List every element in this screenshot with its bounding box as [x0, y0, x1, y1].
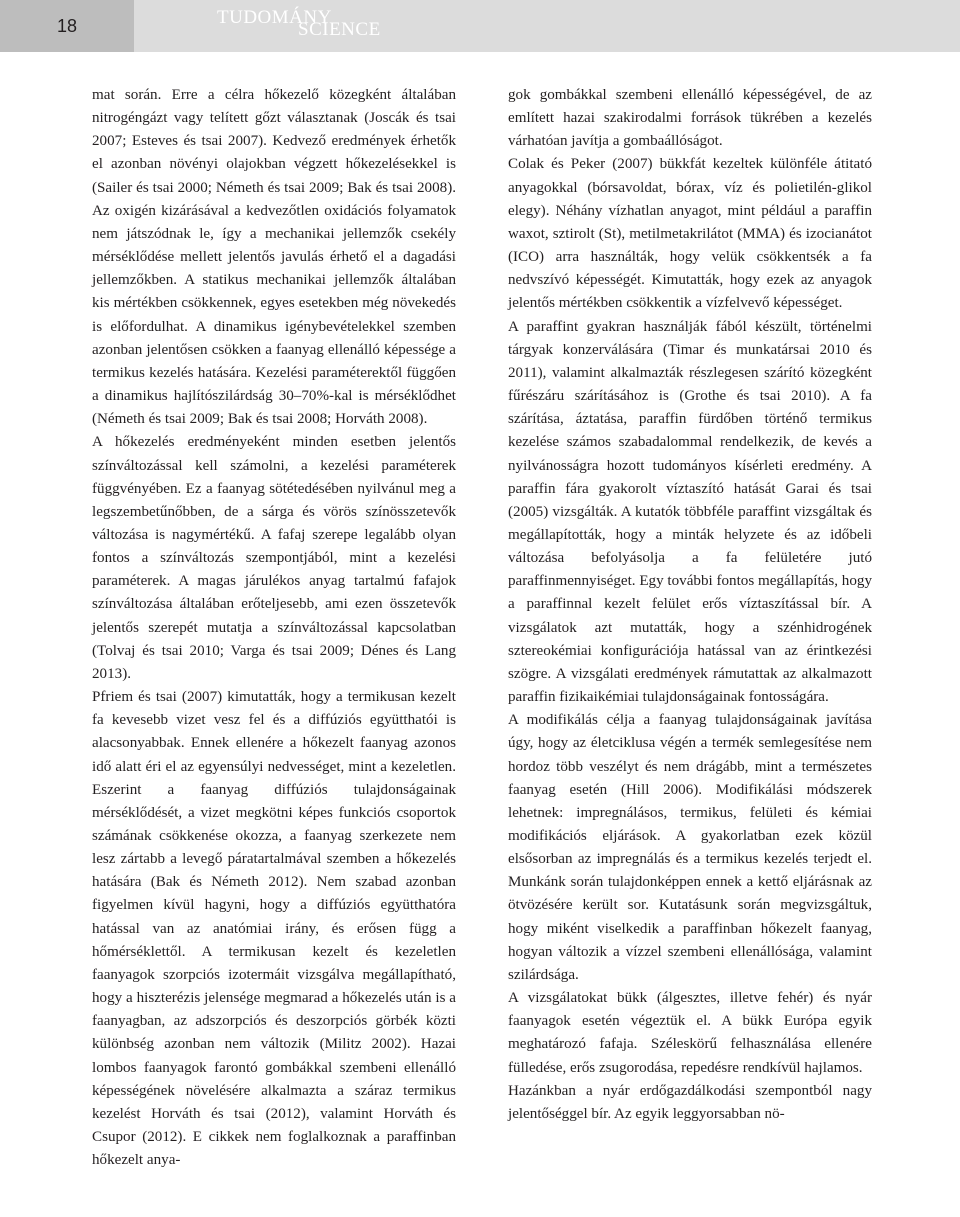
right-column	[508, 84, 872, 1126]
paragraph: Pfriem és tsai (2007) kimutatták, hogy a termikusan kezelt fa kevesebb vizet vesz fel és a diffúziós együtthatói is alacsonyabbak. Ennek ellenére a hőkezelt faanyag azonos idő alatt éri el az egyensúlyi nedvességet, mint a kezeletlen. Eszerint a faanyag diffúziós tulajdonságainak mérséklődését, a vizet megkötni képes funkciós csoportok számának csökkenése okozza, a faanyag szerkezete nem lesz zártabb a levegő páratartalmával szemben a hőkezelés hatására (Bak és Németh 2012). Nem szabad azonban figyelmen kívül hagyni, hogy a diffúziós együtthatóra hatással van az anatómiai irány, és erősen függ a hőmérséklettől. A termikusan kezelt és kezeletlen faanyagok szorpciós izotermáit vizsgálva megállapítható, hogy a hiszterézis jelensége megmarad a hőkezelés után is a faanyagban, az adszorpciós és deszorpciós görbék közti különbség azonban nem változik (Militz 2002). Hazai lombos faanyagok farontó gombákkal szembeni ellenálló képességének növelésére alkalmazta a száraz termikus kezelést Horváth és tsai (2012), valamint Horváth és Csupor (2012). E cikkek nem foglalkoznak a paraffinban hőkezelt anya-	[92, 689, 456, 1169]
paragraph: A hőkezelés eredményeként minden esetben jelentős színváltozással kell számolni, a kezelési paraméterek függvényében. Ez a faanyag sötétedésében nyilvánul meg a legszembetűnőbben, de a sárga és vörös színösszetevők változása is nagymértékű. A fafaj szerepe legalább olyan fontos a színváltozás szempontjából, mint a kezelési paraméterek. A magas járulékos anyag tartalmú fafajok színváltozása általában erőteljesebb, ami ezen összetevők jelentős szerepét mutatja a színváltozással kapcsolatban (Tolvaj és tsai 2010; Varga és tsai 2009; Dénes és Lang 2013).	[92, 434, 456, 682]
paragraph: A modifikálás célja a faanyag tulajdonságainak javítása úgy, hogy az életciklusa végén a termék semlegesítése nem hordoz több veszélyt és nem drágább, mint a természetes faanyag esetén (Hill 2006). Modifikálási módszerek lehetnek: impregnálásos, termikus, felületi és kémiai modifikációs eljárások. A gyakorlatban ezek közül elsősorban az impregnálás és a termikus kezelés terjedt el. Munkánk során tulajdonképpen ennek a kettő eljárásnak az ötvözésére került sor. Kutatásunk során megvizsgáltuk, hogy miként viselkedik a paraffinban hőkezelt faanyag, hogyan változik a vízzel szembeni ellenállósága, valamint szilárdsága.	[508, 712, 872, 983]
paragraph: gok gombákkal szembeni ellenálló képességével, de az említett hazai szakirodalmi források tükrében a kezelés várhatóan javítja a gombaállóságot.	[508, 87, 872, 150]
paragraph: Hazánkban a nyár erdőgazdálkodási szempontból nagy jelentőséggel bír. Az egyik leggyorsabban nö-	[508, 1082, 872, 1122]
paragraph: Colak és Peker (2007) bükkfát kezeltek különféle átitató anyagokkal (bórsavoldat, bórax, víz és polietilén-glikol elegy). Néhány vízhatlan anyagot, mint például a paraffin waxot, sztirolt (St), metilmetakrilátot (MMA) és izocianátot (ICO) arra használták, hogy velük csökkentsék a fa nedvszívó képességét. Kimutatták, hogy ezek az anyagok jelentős mértékben csökkentik a vízfelvevő képességet.	[508, 156, 872, 312]
paragraph: A vizsgálatokat bükk (álgesztes, illetve fehér) és nyár faanyagok esetén végeztük el. A bükk Európa egyik meghatározó fafaja. Széleskörű felhasználása ellenére fülledése, erős zsugorodása, repedésre rendkívül hajlamos.	[508, 990, 872, 1076]
running-title-english: SCIENCE	[298, 19, 381, 40]
page-number: 18	[0, 0, 134, 52]
paragraph: A paraffint gyakran használják fából készült, történelmi tárgyak konzerválására (Timar és munkatársai 2010 és 2011), valamint alkalmazták részlegesen szárító közegként fűrészáru szárításához is (Grothe és tsai 2010). A fa szárítása, áztatása, paraffin fürdőben történő termikus kezelése számos szabadalommal rendelkezik, de kevés a nyilvánosságra hozott tudományos kísérleti eredmény. A paraffin fára gyakorolt víztaszító hatását Garai és tsai (2005) vizsgálták. A kutatók többféle paraffint vizsgáltak és megállapították, hogy a minták helyzete és az időbeli változása befolyásolja a fa felületére jutó paraffinmennyiséget. Egy további fontos megállapítás, hogy a paraffinnal kezelt felület erős víztaszítással bír. A vizsgálatok azt mutatták, hogy a szénhidrogének sztereokémiai konfigurációja hatással van az érintkezési szögre. A vizsgálati eredmények rámutattak az alkalmazott paraffin fizikaikémiai tulajdonságainak fontosságára.	[508, 318, 872, 706]
running-title-hungarian: TUDOMÁNY	[217, 7, 332, 28]
page-header	[0, 0, 960, 52]
paragraph: mat során. Erre a célra hőkezelő közegként általában nitrogéngázt vagy telített gőzt választanak (Joscák és tsai 2007; Esteves és tsai 2007). Kedvező eredmények érhetők el azonban növényi olajokban végzett hőkezelésekkel is (Sailer és tsai 2000; Németh és tsai 2009; Bak és tsai 2008). Az oxigén kizárásával a kedvezőtlen oxidációs folyamatok nem játszódnak le, így a mechanikai jellemzők csekély mérséklődése mellett jelentős javulás érhető el a dagadási jellemzőkben. A statikus mechanikai jellemzők általában kis mértékben csökkennek, egyes esetekben még növekedés is előfordulhat. A dinamikus igénybevételekkel szemben azonban jelentősen csökken a faanyag ellenálló képessége a termikus kezelés hatására. Kezelési paraméterektől függően a dinamikus hajlítószilárdság 30–70%-kal is mérséklődhet (Németh és tsai 2009; Bak és tsai 2008; Horváth 2008).	[92, 87, 456, 428]
left-column	[92, 84, 456, 1172]
